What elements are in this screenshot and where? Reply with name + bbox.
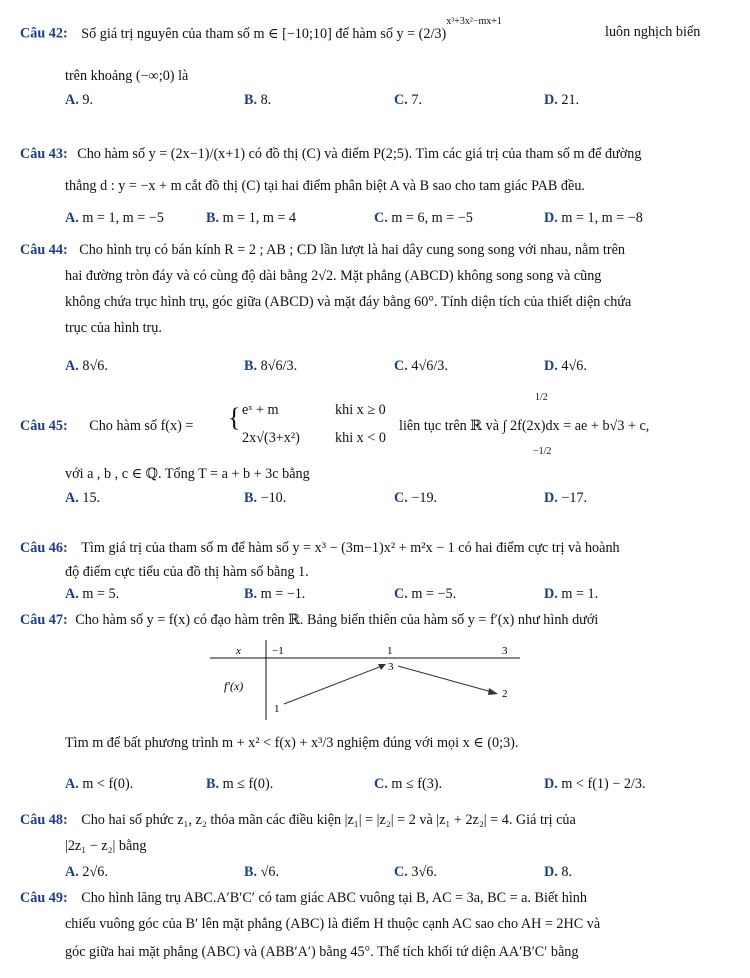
q45-stem-c: với a , b , c ∈ ℚ. Tổng T = a + b + 3c bằng xyxy=(65,466,310,482)
q48-label: Câu 48: xyxy=(20,812,68,828)
q46-option-d[interactable]: D. m = 1. xyxy=(544,586,599,602)
q45-stem-b: liên tục trên ℝ và ∫ 2f(2x)dx = ae + b√3 + c, xyxy=(399,418,650,434)
table-v3: 2 xyxy=(502,688,508,700)
q45-cond1: khi x ≥ 0 xyxy=(335,402,386,418)
table-v2: 3 xyxy=(388,661,394,673)
q43-stem-a: Cho hàm số y = (2x−1)/(x+1) có đồ thị (C) và điểm P(2;5). Tìm các giá trị của tham số m để đường xyxy=(77,146,642,162)
q45-label: Câu 45: xyxy=(20,418,68,434)
q43-stem-line1 xyxy=(20,146,641,163)
q47-label: Câu 47: xyxy=(20,612,68,628)
q45-brace: { xyxy=(228,403,241,432)
q46-label: Câu 46: xyxy=(20,540,68,556)
q44-stem-c: không chứa trục hình trụ, góc giữa (ABCD) và mặt đáy bằng 60°. Tính diện tích của thiết diện chứa xyxy=(65,294,632,310)
q49-stem-a: Cho hình lăng trụ ABC.A′B′C′ có tam giác ABC vuông tại B, AC = 3a, BC = a. Biết hình xyxy=(81,890,587,906)
q48-option-c[interactable]: C. 3√6. xyxy=(394,864,437,880)
q46-option-c[interactable]: C. m = −5. xyxy=(394,586,457,602)
table-x2: 1 xyxy=(387,645,393,657)
q46-stem-a: Tìm giá trị của tham số m để hàm số y = x³ − (3m−1)x² + m²x − 1 có hai điểm cực trị và hoành xyxy=(81,540,620,556)
q44-stem-a: Cho hình trụ có bán kính R = 2 ; AB ; CD lần lượt là hai dây cung song song với nhau, nằm trên xyxy=(79,242,625,258)
q46-option-b[interactable]: B. m = −1. xyxy=(244,586,306,602)
q45-lower-limit: −1/2 xyxy=(533,446,552,457)
q45-option-c[interactable]: C. −19. xyxy=(394,490,438,506)
q47-option-a[interactable]: A. m < f(0). xyxy=(65,776,134,792)
q45-stem-a: Cho hàm số f(x) = xyxy=(89,418,194,434)
table-x-label: x xyxy=(236,645,241,657)
q42-option-c[interactable]: C. 7. xyxy=(394,92,422,108)
q44-option-c[interactable]: C. 4√6/3. xyxy=(394,358,448,374)
q45-stem-line1 xyxy=(20,418,193,435)
q47-option-b[interactable]: B. m ≤ f(0). xyxy=(206,776,274,792)
q45-option-b[interactable]: B. −10. xyxy=(244,490,287,506)
q46-stem-b: độ điểm cực tiểu của đồ thị hàm số bằng 1. xyxy=(65,564,309,580)
q43-option-c[interactable]: C. m = 6, m = −5 xyxy=(374,210,473,226)
table-f-label: f′(x) xyxy=(224,679,244,693)
q47-option-c[interactable]: C. m ≤ f(3). xyxy=(374,776,443,792)
q49-label: Câu 49: xyxy=(20,890,68,906)
q46-option-a[interactable]: A. m = 5. xyxy=(65,586,120,602)
q42-stem-a: Số giá trị nguyên của tham số m ∈ [−10;10] để hàm số y = (2/3) xyxy=(81,25,447,42)
q49-stem-b: chiếu vuông góc của B′ lên mặt phẳng (ABC) là điểm H thuộc cạnh AC sao cho AH = 2HC và xyxy=(65,916,601,932)
q47-option-d[interactable]: D. m < f(1) − 2/3. xyxy=(544,776,646,792)
q46-stem-line1 xyxy=(20,540,620,557)
q44-option-b[interactable]: B. 8√6/3. xyxy=(244,358,298,374)
q48-stem-b: |2z₁ − z₂| bằng xyxy=(65,838,147,854)
q44-stem-d: trục của hình trụ. xyxy=(65,320,162,336)
table-x1: −1 xyxy=(272,645,284,657)
table-v1: 1 xyxy=(274,703,280,715)
q43-option-a[interactable]: A. m = 1, m = −5 xyxy=(65,210,164,226)
q42-stem-c: trên khoảng (−∞;0) là xyxy=(65,68,189,84)
q48-stem-a: Cho hai số phức z₁, z₂ thỏa mãn các điều kiện |z₁| = |z₂| = 2 và |z₁ + 2z₂| = 4. Giá trị của xyxy=(81,812,576,828)
q43-option-d[interactable]: D. m = 1, m = −8 xyxy=(544,210,643,226)
decrease-arrow xyxy=(398,666,492,692)
decrease-arrowhead xyxy=(488,688,498,695)
q45-case2: 2x√(3+x²) xyxy=(242,430,300,446)
q43-stem-b: thẳng d : y = −x + m cắt đồ thị (C) tại hai điểm phân biệt A và B sao cho tam giác PAB đều. xyxy=(65,178,585,194)
q44-stem-b: hai đường tròn đáy và có cùng độ dài bằng 2√2. Mặt phẳng (ABCD) không song song và cũng xyxy=(65,268,602,284)
q42-option-a[interactable]: A. 9. xyxy=(65,92,93,108)
q47-stem-line1 xyxy=(20,612,598,629)
q44-option-d[interactable]: D. 4√6. xyxy=(544,358,587,374)
q44-stem-line1 xyxy=(20,242,625,259)
q44-option-a[interactable]: A. 8√6. xyxy=(65,358,108,374)
q48-option-d[interactable]: D. 8. xyxy=(544,864,572,880)
q45-upper-limit: 1/2 xyxy=(535,392,548,403)
increase-arrow xyxy=(284,666,382,704)
q45-cond2: khi x < 0 xyxy=(335,430,386,446)
q42-option-d[interactable]: D. 21. xyxy=(544,92,580,108)
q42-option-b[interactable]: B. 8. xyxy=(244,92,272,108)
q42-label: Câu 42: xyxy=(20,25,68,42)
q47-stem-a: Cho hàm số y = f(x) có đạo hàm trên ℝ. Bảng biến thiên của hàm số y = f′(x) như hình dưới xyxy=(75,612,599,628)
q45-option-d[interactable]: D. −17. xyxy=(544,490,588,506)
q48-stem-line1 xyxy=(20,812,576,829)
q47-variation-table xyxy=(210,640,530,722)
table-x3: 3 xyxy=(502,645,508,657)
q43-option-b[interactable]: B. m = 1, m = 4 xyxy=(206,210,297,226)
q49-stem-line1 xyxy=(20,890,587,907)
q48-option-b[interactable]: B. √6. xyxy=(244,864,279,880)
q45-option-a[interactable]: A. 15. xyxy=(65,490,101,506)
q44-label: Câu 44: xyxy=(20,242,68,258)
q47-stem-b: Tìm m để bất phương trình m + x² < f(x) + x³/3 nghiệm đúng với mọi x ∈ (0;3). xyxy=(65,735,519,751)
q43-label: Câu 43: xyxy=(20,146,68,162)
q42-stem-line1 xyxy=(20,16,502,43)
q42-exponent: x³+3x²−mx+1 xyxy=(446,16,502,27)
q48-option-a[interactable]: A. 2√6. xyxy=(65,864,108,880)
q49-stem-c: góc giữa hai mặt phẳng (ABC) và (ABB′A′) bằng 45°. Thể tích khối tứ diện AA′B′C′ bằng xyxy=(65,944,579,960)
q45-case1: eˣ + m xyxy=(242,402,279,418)
q42-stem-b: luôn nghịch biến xyxy=(605,24,701,40)
